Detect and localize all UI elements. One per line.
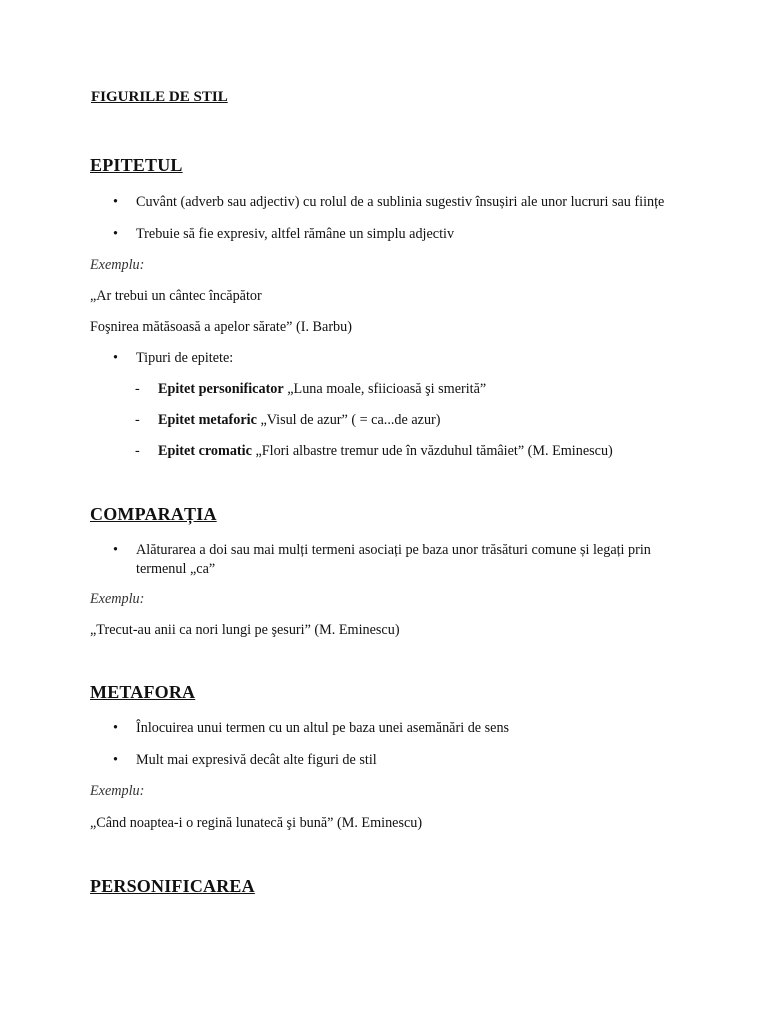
- epitetul-types-bullet: Tipuri de epitete:: [136, 350, 234, 366]
- epitet-type-cromatic: [158, 443, 613, 460]
- heading-epitetul: EPITETUL: [90, 155, 183, 175]
- bullet-marker: •: [113, 194, 118, 210]
- metafora-example-label: Exemplu:: [90, 783, 145, 799]
- dash-marker: -: [135, 443, 140, 459]
- comparatia-bullet-line-1: Alăturarea a doi sau mai mulți termeni asociați pe baza unor trăsături comune și legați prin: [136, 542, 651, 558]
- epitet-type-metaforic: [158, 412, 441, 429]
- epitetul-bullet-2: Trebuie să fie expresiv, altfel rămâne un simplu adjectiv: [136, 226, 455, 242]
- epitetul-bullet-1: Cuvânt (adverb sau adjectiv) cu rolul de a sublinia sugestiv însușiri ale unor lucruri sau ființe: [136, 194, 665, 210]
- type-name: Epitet metaforic: [158, 412, 257, 428]
- type-name: Epitet personificator: [158, 381, 284, 397]
- type-name: Epitet cromatic: [158, 443, 252, 459]
- metafora-bullet-1: Înlocuirea unui termen cu un altul pe baza unei asemănări de sens: [136, 720, 510, 736]
- epitetul-example-label: Exemplu:: [90, 257, 145, 273]
- metafora-example: „Când noaptea-i o regină lunatecă şi bună” (M. Eminescu): [90, 815, 423, 831]
- epitetul-example-line-1: „Ar trebui un cântec încăpător: [90, 288, 262, 304]
- dash-marker: -: [135, 381, 140, 397]
- bullet-marker: •: [113, 720, 118, 736]
- comparatia-bullet-line-2: termenul „ca”: [136, 561, 216, 577]
- document-title: FIGURILE DE STIL: [91, 89, 228, 105]
- bullet-marker: •: [113, 350, 118, 366]
- bullet-marker: •: [113, 752, 118, 768]
- type-example: „Luna moale, sfiicioasă şi smerită”: [283, 381, 487, 397]
- type-example: „Flori albastre tremur ude în văzduhul tămâiet” (M. Eminescu): [251, 443, 613, 459]
- bullet-marker: •: [113, 226, 118, 242]
- type-example: „Visul de azur” ( = ca...de azur): [256, 412, 441, 428]
- heading-metafora: METAFORA: [90, 682, 196, 702]
- comparatia-example: „Trecut-au anii ca nori lungi pe şesuri” (M. Eminescu): [90, 622, 400, 638]
- comparatia-example-label: Exemplu:: [90, 591, 145, 607]
- metafora-bullet-2: Mult mai expresivă decât alte figuri de stil: [136, 752, 377, 768]
- heading-comparatia: COMPARAȚIA: [90, 504, 217, 524]
- epitet-type-personificator: [158, 381, 486, 398]
- epitetul-example-line-2: Foşnirea mătăsoasă a apelor sărate” (I. Barbu): [90, 319, 352, 335]
- dash-marker: -: [135, 412, 140, 428]
- bullet-marker: •: [113, 542, 118, 558]
- heading-personificarea: PERSONIFICAREA: [90, 876, 255, 896]
